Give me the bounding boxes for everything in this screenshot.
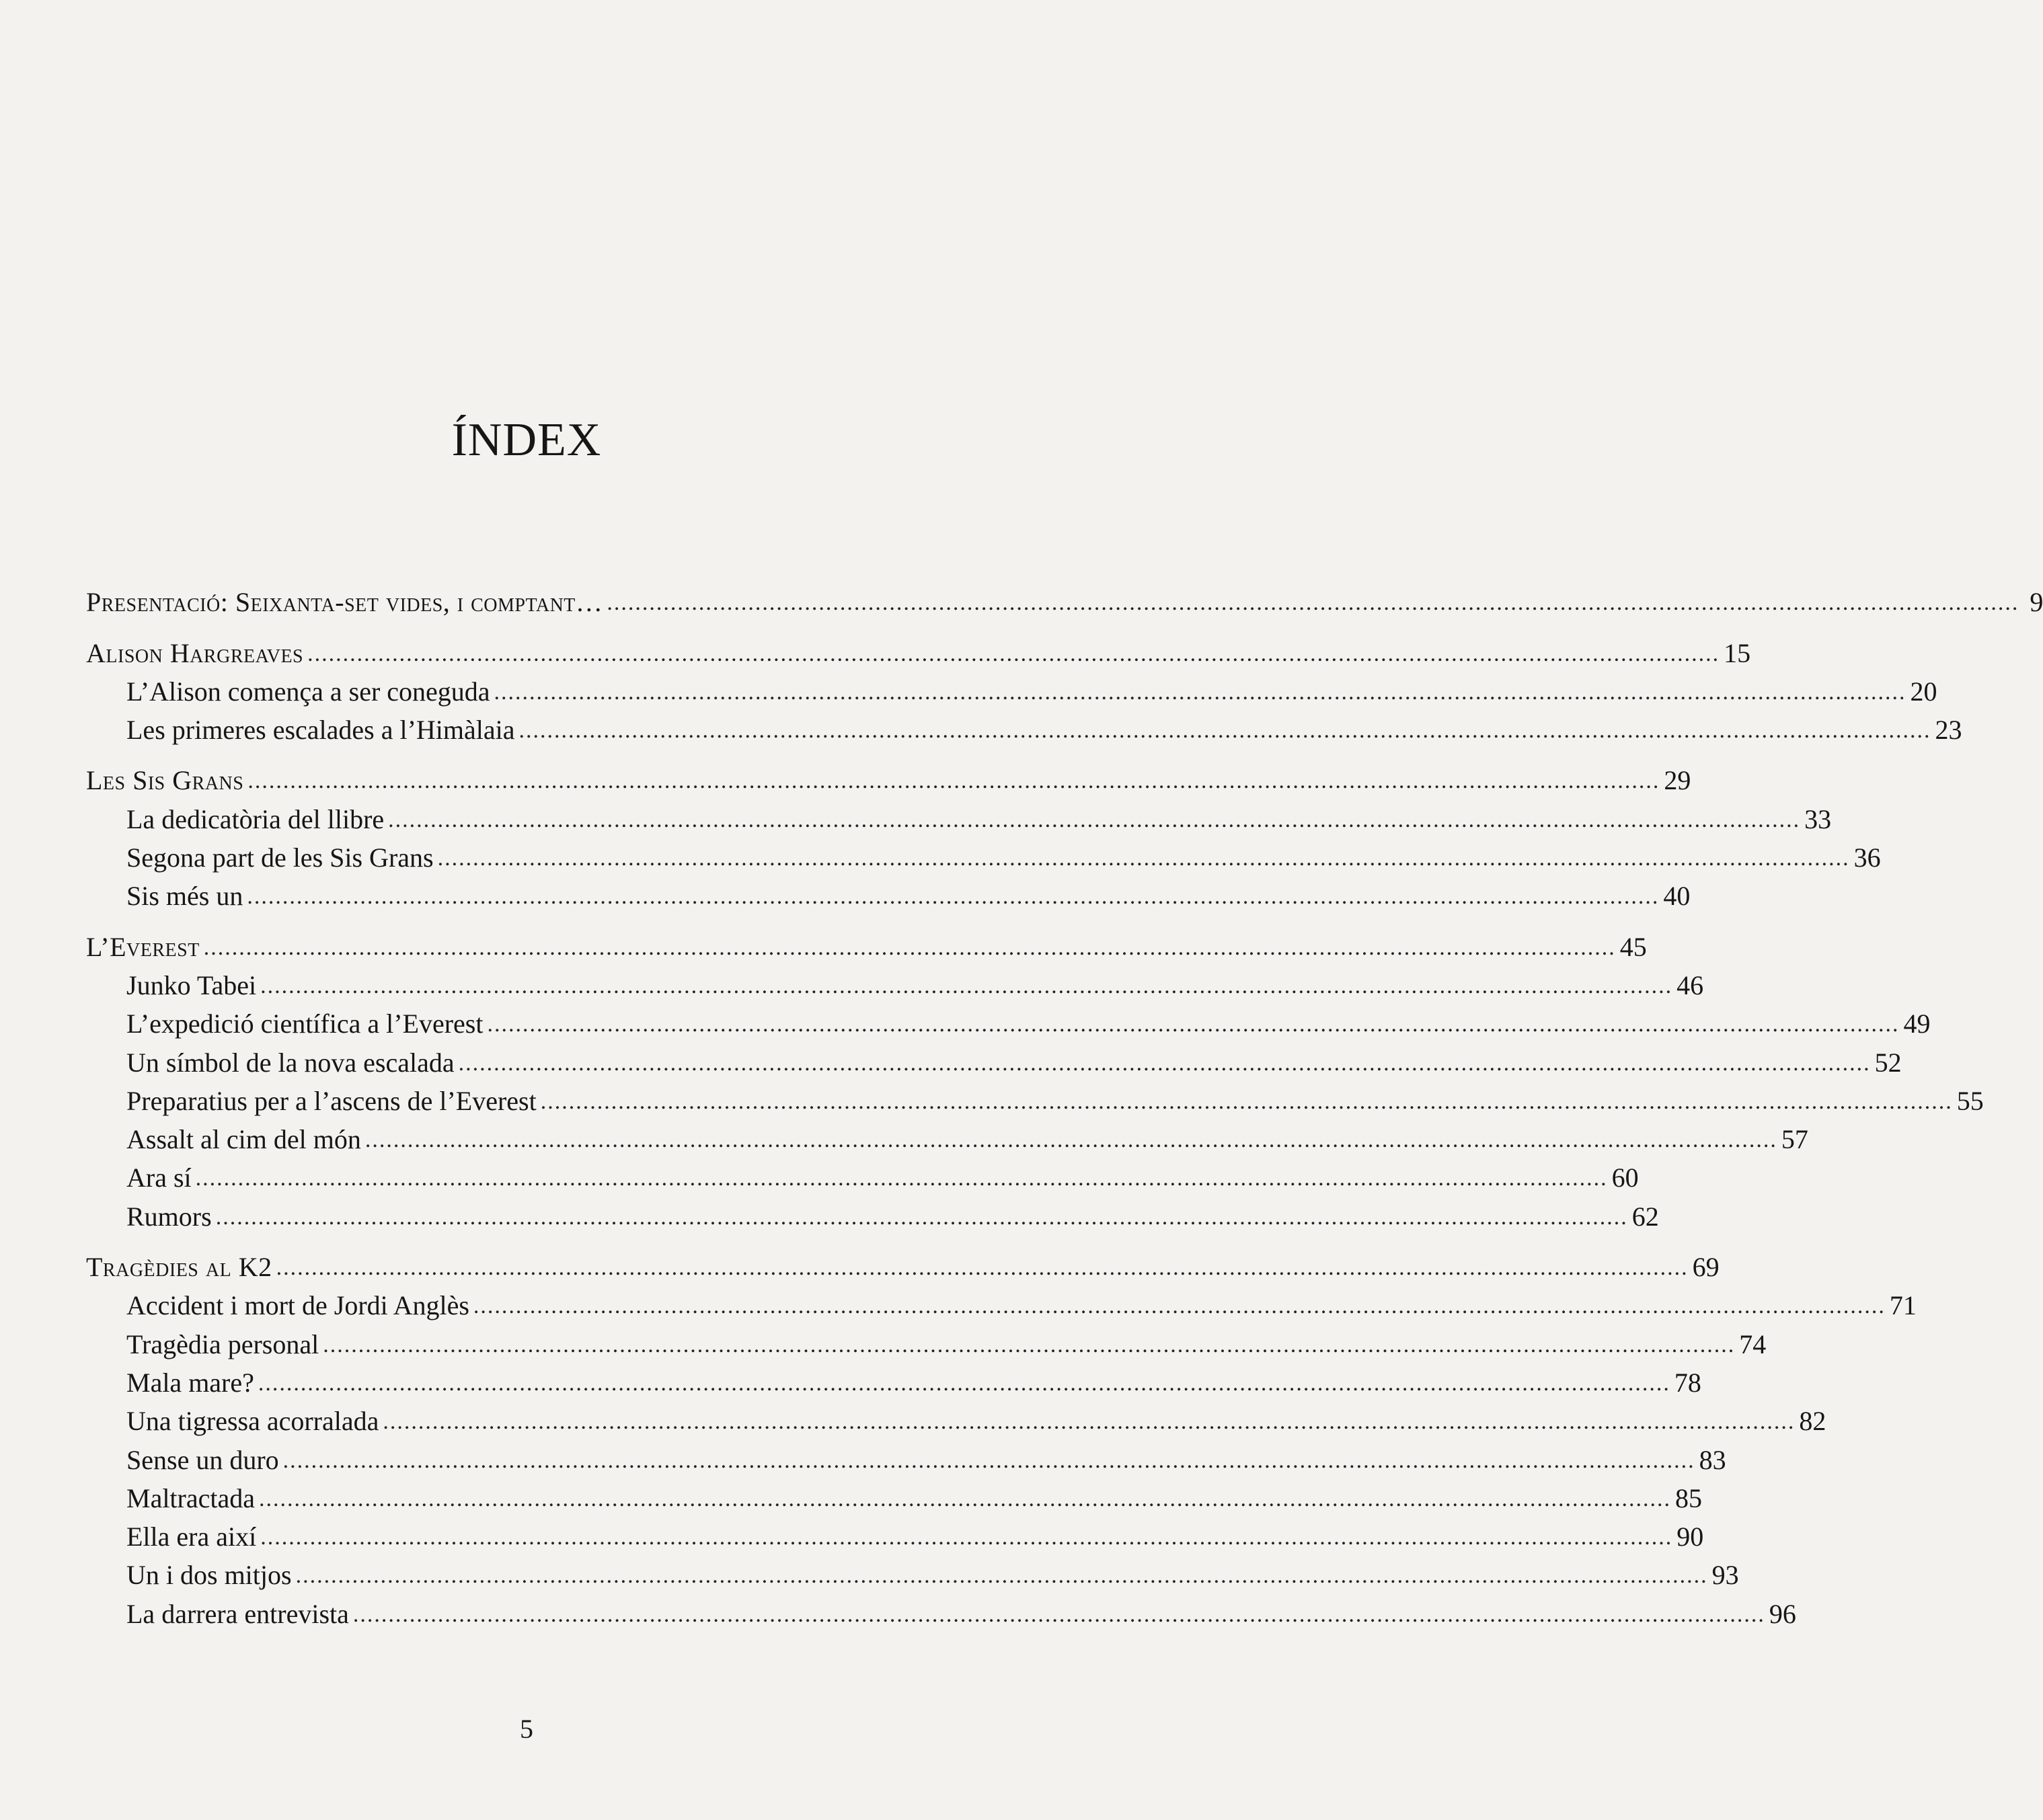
dot-leader: ........................................................................................................................................................................................................ [259, 1486, 1671, 1511]
dot-leader: ........................................................................................................................................................................................................ [437, 846, 1850, 871]
toc-subentry [86, 1285, 1917, 1323]
dot-leader: ........................................................................................................................................................................................................ [388, 807, 1801, 832]
dot-leader: ........................................................................................................................................................................................................ [458, 1050, 1871, 1076]
toc-entry-label: Un símbol de la nova escalada [126, 1047, 455, 1078]
dot-leader: ........................................................................................................................................................................................................ [282, 1448, 1695, 1473]
toc-subentry [86, 1478, 1702, 1516]
toc-entry-page: 62 [1631, 1201, 1659, 1232]
toc-section-entry [86, 632, 1751, 670]
dot-leader: ........................................................................................................................................................................................................ [383, 1409, 1796, 1435]
toc-entry-label: Alison Hargreaves [86, 637, 304, 668]
toc-entry-label: Junko Tabei [126, 970, 257, 1000]
toc-subentry [86, 709, 1962, 748]
dot-leader: ........................................................................................................................................................................................................ [352, 1601, 1765, 1627]
toc-subentry [86, 1157, 1639, 1195]
toc-subentry [86, 1195, 1659, 1234]
dot-leader: ........................................................................................................................................................................................................ [247, 768, 1660, 794]
toc-entry-page: 33 [1804, 803, 1832, 834]
toc-entry-label: Tragèdia personal [126, 1329, 319, 1359]
table-of-contents [86, 582, 2043, 1632]
dot-leader: ........................................................................................................................................................................................................ [247, 884, 1660, 910]
toc-entry-label: Accident i mort de Jordi Anglès [126, 1290, 469, 1321]
toc-entry-label: Ella era així [126, 1521, 257, 1552]
toc-entry-page: 60 [1611, 1162, 1639, 1193]
toc-entry-page: 71 [1889, 1290, 1917, 1321]
toc-entry-page: 23 [1935, 715, 1962, 746]
toc-entry-label: Les primeres escalades a l’Himàlaia [126, 715, 515, 746]
toc-subentry [86, 798, 1832, 836]
dot-leader: ........................................................................................................................................................................................................ [494, 679, 1906, 705]
toc-entry-label: Mala mare? [126, 1367, 254, 1398]
dot-leader: ........................................................................................................................................................................................................ [203, 935, 1616, 960]
toc-entry-label: Assalt al cim del món [126, 1124, 361, 1155]
toc-subentry [86, 1362, 1701, 1400]
toc-entry-label: Presentació: Seixanta-set vides, i comptant… [86, 587, 603, 618]
toc-entry-label: Ara sí [126, 1162, 192, 1193]
toc-entry-page: 74 [1739, 1329, 1767, 1359]
toc-entry-label: La darrera entrevista [126, 1598, 349, 1629]
toc-entry-label: Sis més un [126, 881, 243, 912]
dot-leader: ........................................................................................................................................................................................................ [215, 1204, 1628, 1230]
toc-entry-label: Una tigressa acorralada [126, 1406, 379, 1437]
toc-subentry [86, 1323, 1767, 1361]
dot-leader: ........................................................................................................................................................................................................ [276, 1255, 1689, 1281]
toc-section-entry [86, 582, 2043, 620]
dot-leader: ........................................................................................................................................................................................................ [195, 1166, 1608, 1191]
index-title: ÍNDEX [451, 414, 602, 466]
toc-entry-label: Rumors [126, 1201, 212, 1232]
dot-leader: ........................................................................................................................................................................................................ [295, 1563, 1708, 1589]
toc-subentry [86, 1554, 1739, 1593]
toc-subentry [86, 671, 1937, 709]
dot-leader: ........................................................................................................................................................................................................ [540, 1089, 1953, 1114]
toc-entry-page: 15 [1724, 637, 1751, 668]
toc-entry-page: 57 [1781, 1124, 1808, 1155]
toc-entry-page: 96 [1769, 1598, 1796, 1629]
toc-subentry [86, 1041, 1902, 1080]
toc-entry-page: 45 [1619, 931, 1647, 962]
toc-entry-page: 69 [1692, 1252, 1720, 1283]
toc-subentry [86, 1593, 1796, 1631]
toc-entry-label: Segona part de les Sis Grans [126, 842, 434, 873]
toc-entry-label: Preparatius per a l’ascens de l’Everest [126, 1085, 537, 1116]
toc-entry-label: Sense un duro [126, 1444, 279, 1475]
toc-section-entry [86, 760, 1691, 798]
dot-leader: ........................................................................................................................................................................................................ [487, 1012, 1900, 1037]
dot-leader: ........................................................................................................................................................................................................ [607, 590, 2019, 616]
dot-leader: ........................................................................................................................................................................................................ [518, 718, 1931, 744]
toc-entry-page: 83 [1699, 1444, 1726, 1475]
toc-entry-page: 85 [1675, 1482, 1702, 1513]
dot-leader: ........................................................................................................................................................................................................ [364, 1127, 1777, 1153]
dot-leader: ........................................................................................................................................................................................................ [260, 973, 1673, 998]
toc-entry-page: 40 [1663, 881, 1691, 912]
toc-subentry [86, 1080, 1984, 1119]
toc-subentry [86, 875, 1691, 914]
toc-subentry [86, 965, 1704, 1003]
toc-section-entry [86, 1247, 1720, 1285]
toc-entry-page: 46 [1676, 970, 1704, 1000]
toc-entry-page: 49 [1903, 1008, 1931, 1039]
toc-entry-label: Tragèdies al K2 [86, 1252, 272, 1283]
toc-entry-page: 90 [1676, 1521, 1704, 1552]
toc-entry-label: L’Alison comença a ser coneguda [126, 676, 490, 707]
toc-subentry [86, 1400, 1826, 1439]
page-number: 5 [520, 1714, 533, 1744]
dot-leader: ........................................................................................................................................................................................................ [307, 641, 1720, 666]
toc-entry-page: 36 [1853, 842, 1881, 873]
toc-entry-page: 20 [1910, 676, 1937, 707]
toc-entry-page: 55 [1956, 1085, 1984, 1116]
dot-leader: ........................................................................................................................................................................................................ [473, 1294, 1886, 1319]
toc-entry-page: 52 [1874, 1047, 1902, 1078]
toc-entry-label: Les Sis Grans [86, 765, 244, 796]
toc-entry-label: L’expedició científica a l’Everest [126, 1008, 484, 1039]
toc-entry-page: 9 [2030, 587, 2043, 618]
toc-subentry [86, 1516, 1704, 1554]
toc-entry-page: 82 [1799, 1406, 1826, 1437]
toc-subentry [86, 1003, 1931, 1041]
toc-entry-page: 78 [1674, 1367, 1701, 1398]
toc-subentry [86, 1119, 1808, 1157]
toc-entry-label: L’Everest [86, 931, 200, 962]
toc-entry-label: Un i dos mitjos [126, 1560, 292, 1591]
toc-entry-page: 29 [1664, 765, 1691, 796]
toc-subentry [86, 1439, 1726, 1477]
dot-leader: ........................................................................................................................................................................................................ [323, 1332, 1736, 1357]
toc-entry-page: 93 [1711, 1560, 1739, 1591]
dot-leader: ........................................................................................................................................................................................................ [258, 1370, 1670, 1396]
toc-entry-label: Maltractada [126, 1482, 255, 1513]
toc-entry-label: La dedicatòria del llibre [126, 803, 385, 834]
dot-leader: ........................................................................................................................................................................................................ [260, 1525, 1673, 1550]
toc-subentry [86, 837, 1881, 875]
toc-section-entry [86, 926, 1647, 964]
